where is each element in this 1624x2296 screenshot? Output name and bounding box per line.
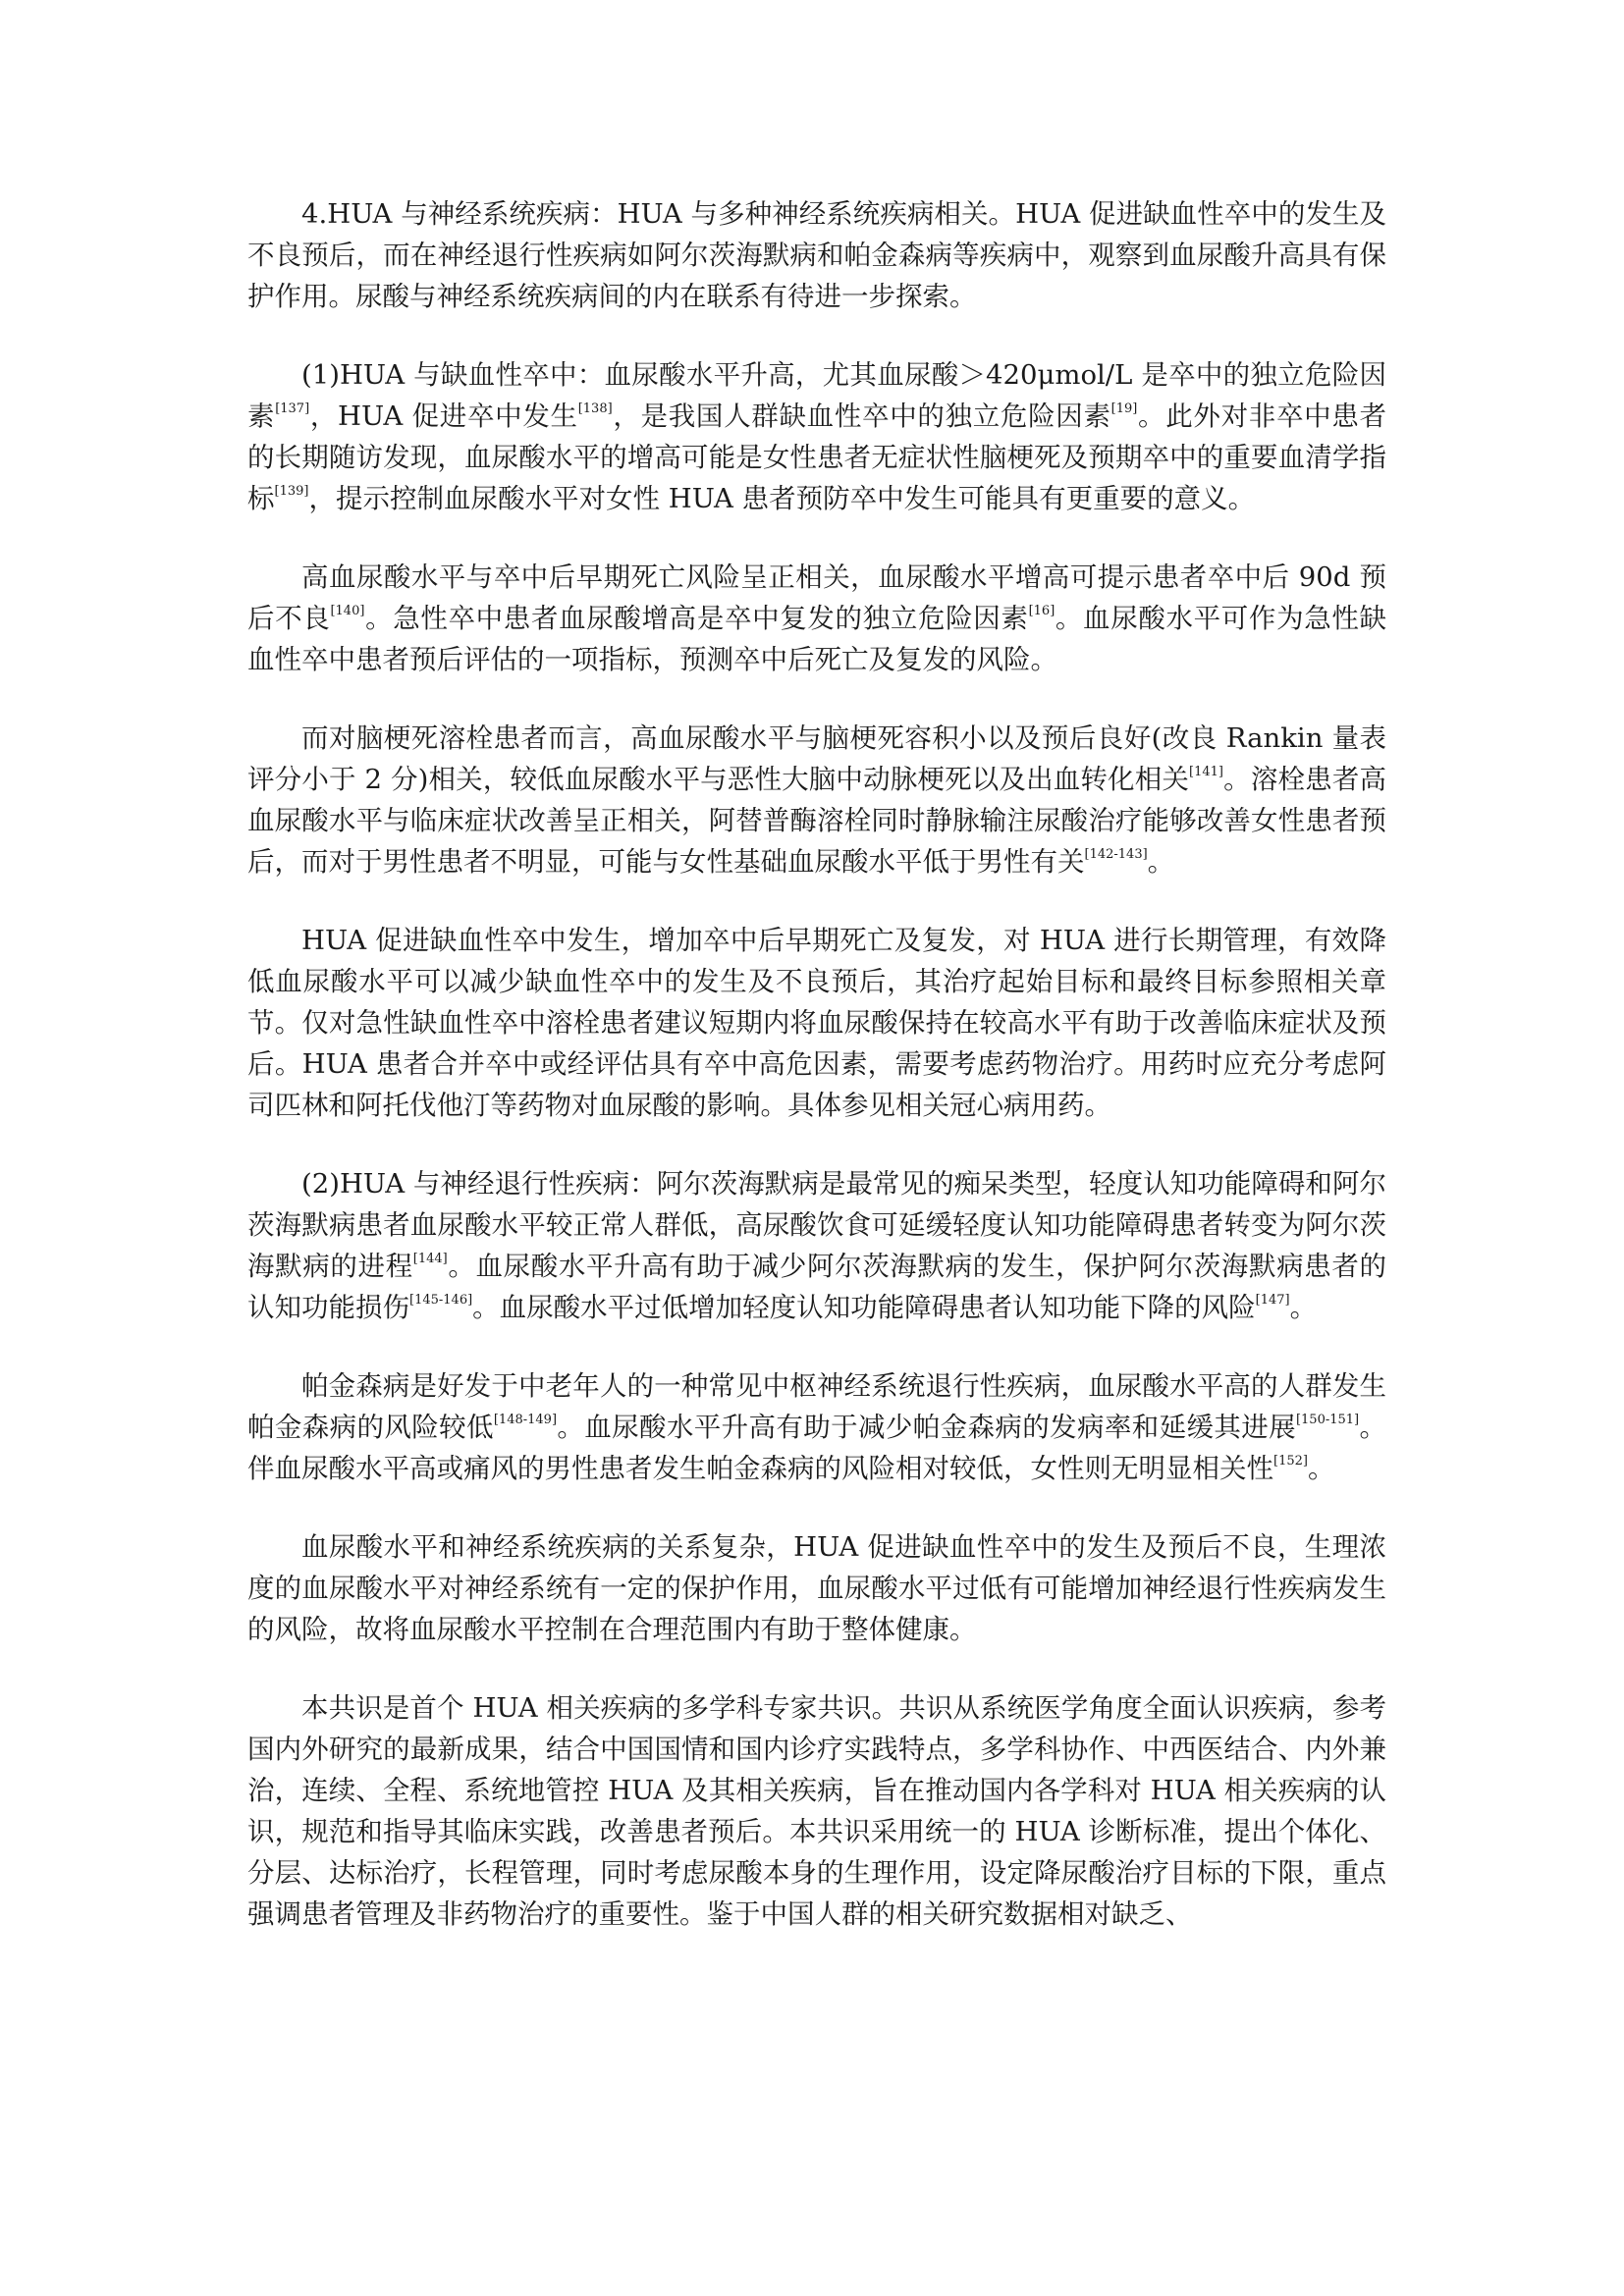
citation-ref: [147] — [1255, 1293, 1290, 1308]
text-run: ，提示控制血尿酸水平对女性 HUA 患者预防卒中发生可能具有更重要的意义。 — [308, 483, 1256, 514]
paragraph-thrombolysis — [247, 718, 1386, 882]
paragraph-consensus-summary — [247, 1687, 1386, 1935]
text-run: 。此外对非卒中患者的长期随访发现，血尿酸水平的增高可能是女性患者无症状性脑梗死及预期卒中的重要血清学指标 — [247, 400, 1387, 514]
text-run: 。伴血尿酸水平高或痛风的男性患者发生帕金森病的风险相对较低，女性则无明显相关性 — [247, 1412, 1387, 1484]
text-run: 。血尿酸水平升高有助于减少阿尔茨海默病的发生，保护阿尔茨海默病患者的认知功能损伤 — [247, 1251, 1387, 1323]
text-run: 本共识是首个 HUA 相关疾病的多学科专家共识。共识从系统医学角度全面认识疾病，参考国内外研究的最新成果，结合中国国情和国内诊疗实践特点，多学科协作、中西医结合、内外兼治，连续、全程、系统地管控 HUA 及其相关疾病，旨在推动国内各学科对 HUA 相关疾病的认识，规范和指导其临床实践，改善患者预后。本共识采用统一的 HUA 诊断标准，提出个体化、分层、达标治疗，长程管理，同时考虑尿酸本身的生理作用，设定降尿酸治疗目标的下限，重点强调患者管理及非药物治疗的重要性。鉴于中国人群的相关研究数据相对缺乏、 — [247, 1692, 1386, 1930]
text-run: 4.HUA 与神经系统疾病：HUA 与多种神经系统疾病相关。HUA 促进缺血性卒中的发生及不良预后，而在神经退行性疾病如阿尔茨海默病和帕金森病等疾病中，观察到血尿酸升高具有保护作用。尿酸与神经系统疾病间的内在联系有待进一步探索。 — [247, 198, 1386, 312]
text-run: ，是我国人群缺血性卒中的独立危险因素 — [612, 400, 1111, 432]
text-run: 而对脑梗死溶栓患者而言，高血尿酸水平与脑梗死容积小以及预后良好(改良 Rankin 量表评分小于 2 分)相关，较低血尿酸水平与恶性大脑中动脉梗死以及出血转化相关 — [247, 722, 1386, 795]
paragraph-neuro-summary — [247, 1526, 1386, 1650]
paragraph-hua-neuro-intro — [247, 193, 1386, 317]
text-run: 。 — [1289, 1292, 1318, 1323]
citation-ref: [145-146] — [409, 1293, 473, 1308]
text-run: 。溶栓患者高血尿酸水平与临床症状改善呈正相关，阿替普酶溶栓同时静脉输注尿酸治疗能够改善女性患者预后，而对于男性患者不明显，可能与女性基础血尿酸水平低于男性有关 — [247, 764, 1386, 878]
text-run: HUA 促进缺血性卒中发生，增加卒中后早期死亡及复发，对 HUA 进行长期管理，有效降低血尿酸水平可以减少缺血性卒中的发生及不良预后，其治疗起始目标和最终目标参照相关章节。仅对急性缺血性卒中溶栓患者建议短期内将血尿酸保持在较高水平有助于改善临床症状及预后。HUA 患者合并卒中或经评估具有卒中高危因素，需要考虑药物治疗。用药时应充分考虑阿司匹林和阿托伐他汀等药物对血尿酸的影响。具体参见相关冠心病用药。 — [247, 925, 1386, 1121]
citation-ref: [137] — [275, 401, 310, 416]
citation-ref: [19] — [1110, 401, 1138, 416]
paragraph-parkinson — [247, 1365, 1386, 1489]
text-run: 帕金森病是好发于中老年人的一种常见中枢神经系统退行性疾病，血尿酸水平高的人群发生帕金森病的风险较低 — [247, 1370, 1386, 1443]
paragraph-stroke-prognosis — [247, 557, 1386, 680]
text-run: 。血尿酸水平升高有助于减少帕金森病的发病率和延缓其进展 — [557, 1412, 1296, 1443]
citation-ref: [138] — [577, 401, 613, 416]
citation-ref: [16] — [1028, 604, 1056, 618]
text-run: 血尿酸水平和神经系统疾病的关系复杂，HUA 促进缺血性卒中的发生及预后不良，生理浓度的血尿酸水平对神经系统有一定的保护作用，血尿酸水平过低有可能增加神经退行性疾病发生的风险，故将血尿酸水平控制在合理范围内有助于整体健康。 — [247, 1531, 1386, 1645]
paragraph-ischemic-stroke — [247, 354, 1386, 519]
text-run: 高血尿酸水平与卒中后早期死亡风险呈正相关，血尿酸水平增高可提示患者卒中后 90d 预后不良 — [247, 561, 1386, 634]
citation-ref: [148-149] — [493, 1413, 558, 1427]
text-run: 。血尿酸水平可作为急性缺血性卒中患者预后评估的一项指标，预测卒中后死亡及复发的风险。 — [247, 603, 1387, 675]
text-run: ，HUA 促进卒中发生 — [309, 400, 578, 432]
text-run: 。血尿酸水平过低增加轻度认知功能障碍患者认知功能下降的风险 — [472, 1292, 1256, 1323]
citation-ref: [142-143] — [1084, 847, 1148, 862]
citation-ref: [140] — [330, 604, 365, 618]
citation-ref: [141] — [1189, 765, 1224, 779]
citation-ref: [152] — [1273, 1454, 1308, 1468]
text-run: 。 — [1147, 846, 1175, 878]
citation-ref: [139] — [274, 484, 309, 499]
citation-ref: [144] — [412, 1252, 448, 1266]
citation-ref: [150-151] — [1295, 1413, 1360, 1427]
text-run: (2)HUA 与神经退行性疾病：阿尔茨海默病是最常见的痴呆类型，轻度认知功能障碍和阿尔茨海默病患者血尿酸水平较正常人群低，高尿酸饮食可延缓轻度认知功能障碍患者转变为阿尔茨海默病的进程 — [247, 1168, 1386, 1282]
document-page — [247, 193, 1386, 1935]
paragraph-stroke-management — [247, 920, 1386, 1126]
paragraph-neurodegenerative — [247, 1163, 1386, 1328]
text-run: 。 — [1307, 1453, 1335, 1484]
text-run: (1)HUA 与缺血性卒中：血尿酸水平升高，尤其血尿酸＞420μmol/L 是卒中的独立危险因素 — [247, 359, 1386, 432]
text-run: 。急性卒中患者血尿酸增高是卒中复发的独立危险因素 — [364, 603, 1029, 634]
